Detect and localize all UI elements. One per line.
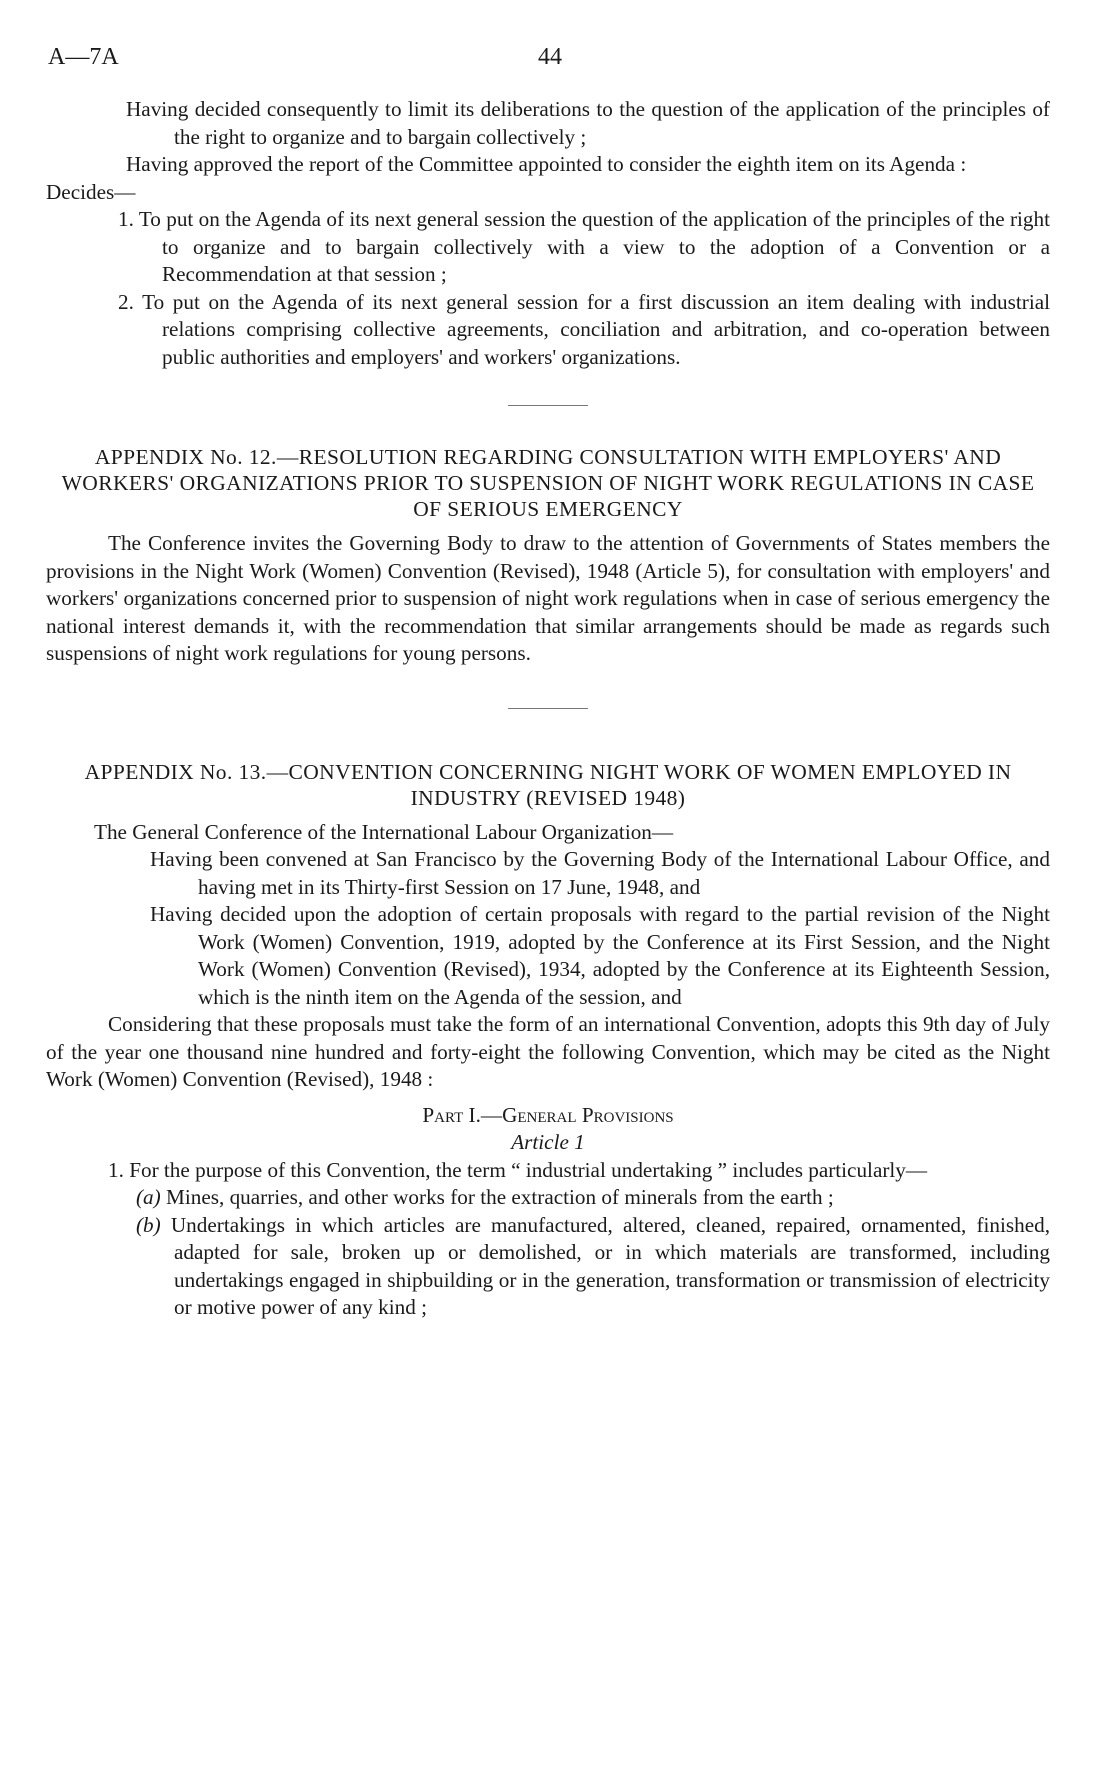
decision-item-1 bbox=[118, 206, 1050, 289]
appendix-12-body: The Conference invites the Governing Body to draw to the attention of Governments of States members the provisions in the Night Work (Women) Convention (Revised), 1948 (Article 5), for consultation with employers' and workers' organizations concerned prior to suspension of night work regulations when in case of serious emergency the national interest demands it, with the recommendation that similar arrangements should be made as regards such suspensions of night work regulations for young persons. bbox=[46, 531, 1050, 665]
convention-considering: Considering that these proposals must take the form of an international Convention, adopts this 9th day of July of the year one thousand nine hundred and forty-eight the following Convention, which may be cited as the Night Work (Women) Convention (Revised), 1948 : bbox=[46, 1012, 1050, 1091]
intro-paragraph-1: Having decided consequently to limit its deliberations to the question of the application of the principles of the right to organize and to bargain collectively ; bbox=[126, 97, 1050, 149]
item-b-label: (b) bbox=[136, 1212, 161, 1237]
part-heading: Part I.—General Provisions bbox=[422, 1102, 674, 1127]
decision-item-2-text: To put on the Agenda of its next general session for a first discussion an item dealing with industrial relations comprising collective agreements, conciliation and arbitration, and co-operation between public authorities and employers' and workers' organizations. bbox=[142, 289, 1050, 369]
document-reference: A—7A bbox=[48, 44, 119, 70]
article-1-item-a bbox=[136, 1184, 1050, 1212]
spacer bbox=[46, 811, 1050, 819]
article-1-item-b bbox=[136, 1212, 1050, 1322]
page-header bbox=[48, 44, 1048, 84]
article-1-paragraph-1: 1. For the purpose of this Convention, the term “ industrial undertaking ” includes particularly— bbox=[108, 1157, 928, 1182]
decision-item-1-number: 1. bbox=[118, 207, 134, 231]
decision-item-2-number: 2. bbox=[118, 289, 134, 314]
decision-item-2 bbox=[118, 289, 1050, 372]
appendix-12-title: APPENDIX No. 12.—RESOLUTION REGARDING CONSULTATION WITH EMPLOYERS' AND WORKERS' ORGANIZATIONS PRIOR TO SUSPENSION OF NIGHT WORK REGULATIONS IN CASE OF SERIOUS EMERGENCY bbox=[61, 445, 1035, 521]
intro-paragraph-2: Having approved the report of the Committee appointed to consider the eighth item on its Agenda : bbox=[126, 152, 967, 176]
spacer bbox=[46, 522, 1050, 530]
appendix-13-title: APPENDIX No. 13.—CONVENTION CONCERNING NIGHT WORK OF WOMEN EMPLOYED IN INDUSTRY (REVISED 1948) bbox=[84, 759, 1012, 810]
item-a-text: Mines, quarries, and other works for the extraction of minerals from the earth ; bbox=[166, 1185, 834, 1209]
spacer bbox=[46, 1094, 1050, 1102]
decides-label: Decides— bbox=[46, 179, 136, 204]
convention-having-2: Having decided upon the adoption of certain proposals with regard to the partial revision of the Night Work (Women) Convention, 1919, adopted by the Conference at its First Session, and the Night Work (Women) Convention (Revised), 1934, adopted by the Conference at its Eighteenth Session, which is the ninth item on the Agenda of the session, and bbox=[150, 902, 1050, 1009]
convention-opening: The General Conference of the International Labour Organization— bbox=[94, 819, 674, 844]
section-divider bbox=[508, 708, 588, 709]
section-divider bbox=[508, 405, 588, 406]
article-heading: Article 1 bbox=[511, 1130, 585, 1154]
item-a-label: (a) bbox=[136, 1185, 161, 1209]
convention-having-1: Having been convened at San Francisco by the Governing Body of the International Labour Office, and having met in its Thirty-first Session on 17 June, 1948, and bbox=[150, 847, 1050, 899]
item-b-text: Undertakings in which articles are manufactured, altered, cleaned, repaired, ornamented, finished, adapted for sale, broken up or demolished, or in which materials are transformed, including undertakings engaged in shipbuilding or in the generation, transformation or transmission of electricity or motive power of any kind ; bbox=[170, 1212, 1050, 1319]
page-body bbox=[46, 96, 1050, 1322]
page-number: 44 bbox=[538, 44, 562, 70]
decision-item-1-text: To put on the Agenda of its next general session the question of the application of the principles of the right to organize and to bargain collectively with a view to the adoption of a Convention or a Recommendation at that session ; bbox=[138, 207, 1050, 286]
